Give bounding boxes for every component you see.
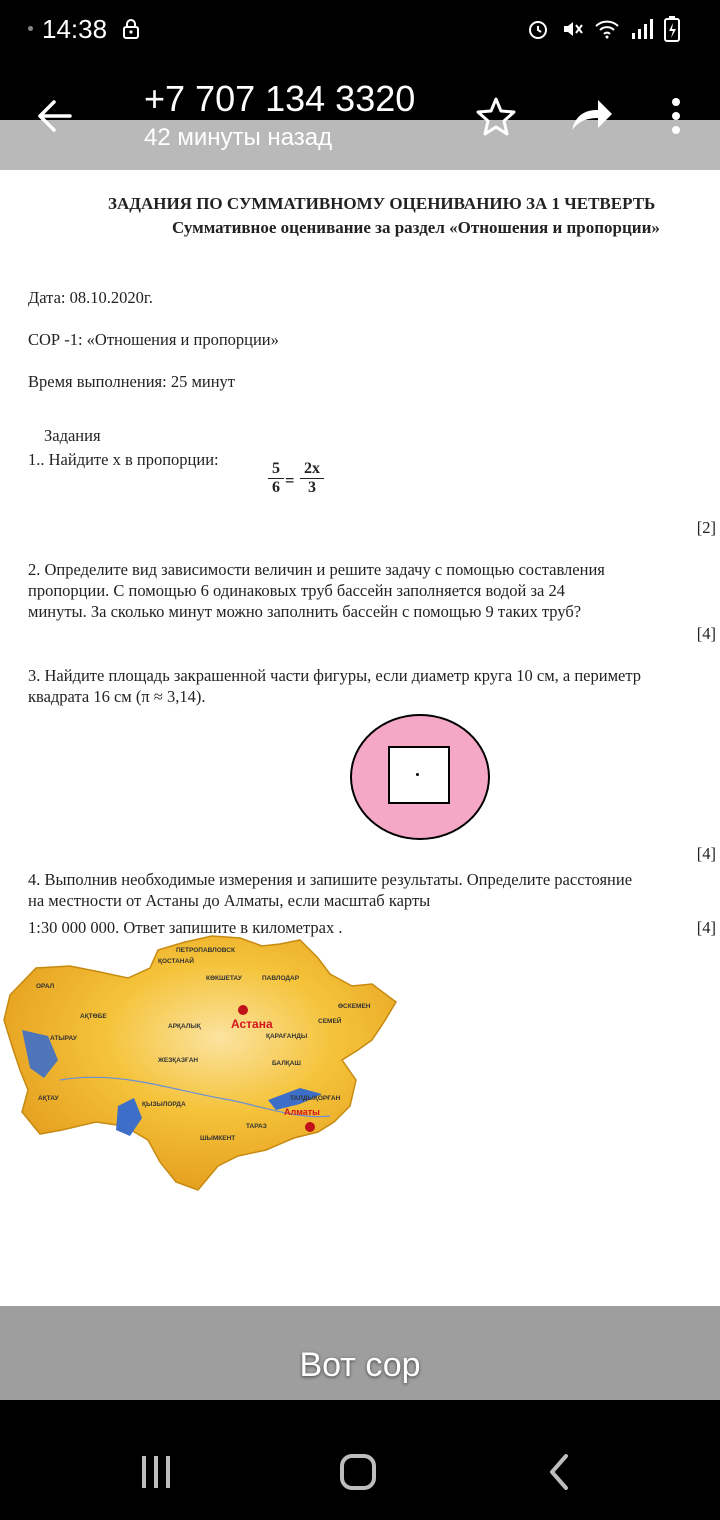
- contact-number: +7 707 134 3320: [144, 78, 416, 119]
- back-nav-icon[interactable]: [544, 1452, 574, 1492]
- map-label-kokshetau: КӨКШЕТАУ: [206, 975, 242, 982]
- map-label-shymkent: ШЫМКЕНТ: [200, 1135, 236, 1142]
- score-4: [4]: [696, 918, 716, 937]
- kazakhstan-map: [0, 910, 410, 1200]
- task-1: 1.. Найдите х в пропорции:: [28, 450, 219, 469]
- map-label-taraz: ТАРАЗ: [246, 1123, 267, 1130]
- task-3-line-1: 3. Найдите площадь закрашенной части фигуры, если диаметр круга 10 см, а периметр: [28, 666, 642, 685]
- message-time: 42 минуты назад: [144, 124, 333, 151]
- more-vert-icon[interactable]: [668, 96, 684, 136]
- recent-apps-icon[interactable]: [138, 1452, 174, 1492]
- notification-dot: [28, 26, 33, 31]
- map-label-aktobe: АҚТӨБЕ: [80, 1013, 107, 1020]
- fraction-right: $\frac{2x}{3}$: [300, 460, 324, 497]
- score-1: [2]: [696, 518, 716, 537]
- app-bar: [0, 60, 720, 170]
- status-bar: [0, 0, 720, 60]
- map-label-oskemen: ӨСКЕМЕН: [338, 1003, 371, 1010]
- doc-subtitle: Суммативное оценивание за раздел «Отношения и пропорции»: [172, 218, 660, 237]
- map-label-almaty: Алматы: [284, 1107, 320, 1117]
- equals-sign: =: [285, 471, 295, 490]
- doc-time-limit: Время выполнения: 25 минут: [28, 372, 236, 391]
- task-4-line-1: 4. Выполнив необходимые измерения и запишите результаты. Определите расстояние: [28, 870, 633, 889]
- wifi-icon: [594, 17, 620, 41]
- task-2-line-3: минуты. За сколько минут можно заполнить бассейн с помощью 9 таких труб?: [28, 602, 582, 621]
- map-label-oral: ОРАЛ: [36, 983, 55, 990]
- task-2-line-2: пропорции. С помощью 6 одинаковых труб бассейн заполняется водой за 24: [28, 581, 565, 600]
- map-label-pavlodar: ПАВЛОДАР: [262, 975, 300, 982]
- task-3-line-2: квадрата 16 см (π ≈ 3,14).: [28, 687, 206, 706]
- tasks-heading: Задания: [44, 426, 101, 445]
- inner-square: [388, 746, 450, 804]
- back-arrow-icon[interactable]: [34, 96, 74, 136]
- map-label-semei: СЕМЕЙ: [318, 1018, 342, 1025]
- task-4-line-3: 1:30 000 000. Ответ запишите в километрах .: [28, 918, 343, 937]
- doc-sor: СОР -1: «Отношения и пропорции»: [28, 330, 279, 349]
- home-icon[interactable]: [338, 1452, 378, 1492]
- map-label-petropavlovsk: ПЕТРОПАВЛОВСК: [176, 947, 235, 954]
- map-label-kyzylorda: ҚЫЗЫЛОРДА: [142, 1101, 186, 1108]
- map-label-aktau: АҚТАУ: [38, 1095, 59, 1102]
- share-icon[interactable]: [570, 98, 614, 132]
- signal-icon: [630, 17, 654, 41]
- map-label-zhezkazgan: ЖЕЗҚАЗҒАН: [158, 1057, 199, 1064]
- fraction-left: $\frac{5}{6}$: [268, 460, 284, 497]
- navigation-bar: [0, 1400, 720, 1520]
- doc-title: ЗАДАНИЯ ПО СУММАТИВНОМУ ОЦЕНИВАНИЮ ЗА 1 ЧЕТВЕРТЬ: [108, 194, 656, 213]
- map-label-arkalyk: АРҚАЛЫҚ: [168, 1023, 201, 1030]
- status-time: 14:38: [42, 14, 108, 44]
- score-2: [4]: [696, 624, 716, 643]
- map-label-karagandy: ҚАРАҒАНДЫ: [266, 1033, 308, 1040]
- task-4-line-2: на местности от Астаны до Алматы, если масштаб карты: [28, 891, 431, 910]
- map-label-atyrau: АТЫРАУ: [50, 1035, 77, 1042]
- star-icon[interactable]: [476, 96, 516, 136]
- map-label-taldykorgan: ТАЛДЫҚОРҒАН: [290, 1095, 341, 1102]
- center-point: [416, 773, 419, 776]
- mute-icon: [560, 17, 584, 41]
- battery-charging-icon: [664, 16, 680, 42]
- doc-date: Дата: 08.10.2020г.: [28, 288, 153, 307]
- score-3: [4]: [696, 844, 716, 863]
- document-image[interactable]: [0, 170, 720, 1306]
- task-2-line-1: 2. Определите вид зависимости величин и решите задачу с помощью составления: [28, 560, 605, 579]
- map-label-astana: Астана: [231, 1017, 273, 1031]
- lock-icon: [122, 18, 140, 40]
- map-label-kostanai: ҚОСТАНАЙ: [158, 958, 194, 965]
- alarm-icon: [526, 17, 550, 41]
- map-label-balkhash: БАЛҚАШ: [272, 1060, 301, 1067]
- message-caption: Вот сор: [0, 1306, 720, 1400]
